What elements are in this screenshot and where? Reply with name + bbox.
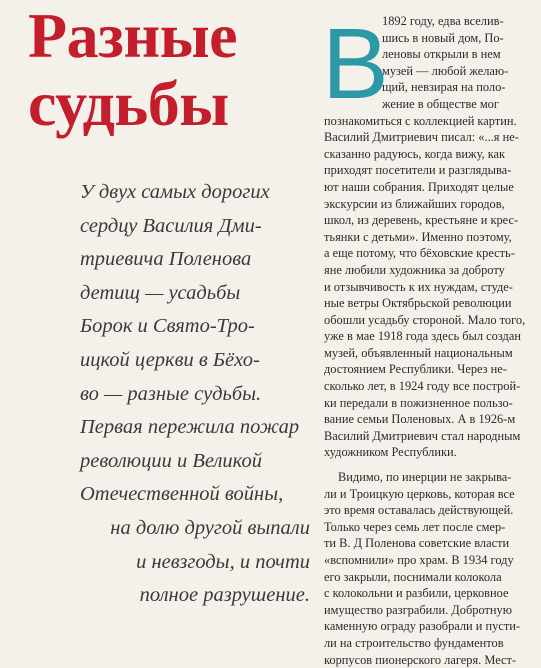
body-line: имущество разграбили. Добротную xyxy=(324,602,512,617)
body-line: ли на строительство фундаментов xyxy=(324,635,504,650)
lead-line: во — разные судьбы. xyxy=(80,382,262,405)
lead-line: полное разрушение. xyxy=(139,584,310,607)
body-line: яне любили художника за доброту xyxy=(324,262,505,277)
body-line: Только через семь лет после смер- xyxy=(324,519,506,534)
body-line: приходят посетители и разглядыва- xyxy=(324,163,512,178)
lead-line: на долю другой выпали xyxy=(110,516,310,539)
body-line: леновы открыли в нем xyxy=(382,47,501,62)
body-line: щий, невзирая на поло- xyxy=(382,80,506,95)
body-line: Видимо, по инерции не закрыва- xyxy=(338,470,512,485)
title-line-2: судьбы xyxy=(28,68,229,139)
body-line: «вспомнили» про храм. В 1934 году xyxy=(324,553,514,567)
lead-line: сердцу Василия Дми- xyxy=(80,214,262,237)
body-line: вание семьи Поленовых. А в 1926-м xyxy=(324,412,516,427)
body-line: с колокольни и разбили, церковное xyxy=(324,586,509,601)
lead-line: революции и Великой xyxy=(80,449,262,472)
body-line: музей — любой желаю- xyxy=(382,63,509,78)
body-line: ют наши собрания. Приходят целые xyxy=(324,179,514,194)
body-line: достоянием Республики. Через не- xyxy=(324,362,507,377)
body-line: а еще потому, что бёховские кресть- xyxy=(324,246,515,261)
body-line: музей, объявленный национальным xyxy=(324,345,513,360)
lead-line: Борок и Свято-Тро- xyxy=(80,315,255,338)
drop-cap: В xyxy=(322,8,389,120)
body-line: и отзывчивость к их нуждам, студе- xyxy=(324,279,513,294)
body-line: Василий Дмитриевич писал: «...я не- xyxy=(324,130,519,145)
body-line: ные ветры Октябрьской революции xyxy=(324,296,512,311)
body-line: художником Республики. xyxy=(324,445,457,460)
body-line: шись в новый дом, По- xyxy=(382,30,504,45)
body-line: обошли усадьбу стороной. Мало того, xyxy=(324,312,526,327)
body-line: ли и Троицкую церковь, которая все xyxy=(324,486,515,501)
body-line: сказанно радуюсь, когда вижу, как xyxy=(324,146,506,161)
lead-line: триевича Поленова xyxy=(80,248,252,271)
lead-paragraph xyxy=(80,176,310,613)
lead-line: Первая пережила пожар xyxy=(80,416,300,439)
lead-line: ицкой церкви в Бёхо- xyxy=(80,348,260,371)
body-line: школ, из деревень, крестьяне и крес- xyxy=(324,213,519,228)
body-line: ти В. Д Поленова советские власти xyxy=(324,536,510,551)
body-line: каменную ограду разобрали и пусти- xyxy=(324,619,521,634)
body-line: жение в обществе мог xyxy=(382,96,499,111)
lead-line: У двух самых дорогих xyxy=(80,181,270,203)
lead-line: Отечественной войны, xyxy=(80,483,284,506)
lead-line: и невзгоды, и почти xyxy=(136,550,310,573)
body-line: это время оставалась действующей. xyxy=(324,503,514,518)
body-line: корпусов пионерского лагеря. Мест- xyxy=(324,652,517,667)
lead-line: детищ — усадьбы xyxy=(80,281,241,304)
body-line: экскурсии из ближайших городов, xyxy=(324,196,505,211)
body-line: сколько лет, в 1924 году все построй- xyxy=(324,379,521,394)
body-line: его закрыли, поснимали колокола xyxy=(324,569,502,584)
article-title xyxy=(28,2,298,138)
body-line: уже в мае 1918 года здесь был создан xyxy=(324,329,521,344)
body-line: Василий Дмитриевич стал народным xyxy=(324,428,521,443)
article-body xyxy=(322,8,536,668)
title-line-1: Разные xyxy=(28,0,238,71)
body-line: познакомиться с коллекцией картин. xyxy=(324,113,517,128)
body-line: 1892 году, едва вселив- xyxy=(382,14,504,28)
body-line: тьянки с детьми». Именно поэтому, xyxy=(324,229,512,244)
body-line: ки передали в пожизненное пользо- xyxy=(324,395,513,410)
paragraph-gap xyxy=(324,461,536,469)
